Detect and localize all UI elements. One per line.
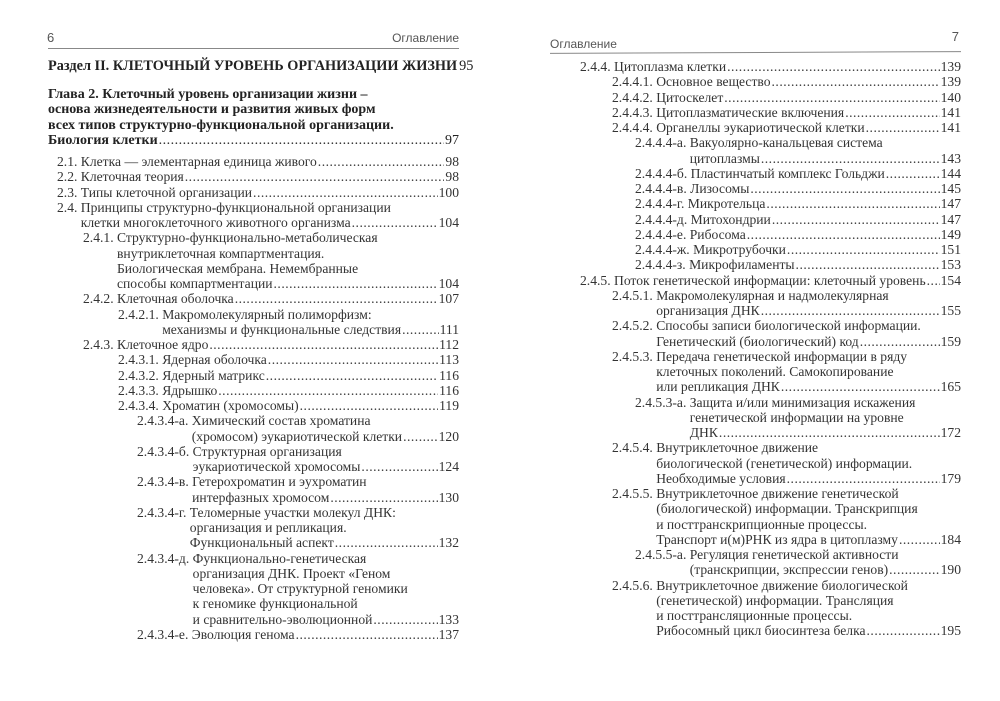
entry-page-number: 144 (940, 165, 961, 181)
dot-leader (886, 166, 940, 181)
entry-number: 2.4.3.2. (118, 367, 159, 383)
entry-title-line: эукариотической хромосомы (192, 459, 361, 475)
entry-title-line: Типы клеточной организации (80, 184, 253, 200)
entry-number: 2.4.5.4. (612, 440, 653, 456)
entry-title-line: (генетической) информации. Трансляция (656, 592, 894, 608)
entry-page-number: 190 (940, 562, 961, 578)
entry-page-number: 141 (940, 120, 961, 135)
page-number: 7 (951, 29, 959, 44)
entry-page-number: 112 (439, 337, 459, 353)
entry-title-line: Структурная организация (192, 443, 342, 459)
entry-title-line: Принципы структурно-функциональной организации (80, 199, 391, 215)
entry-page-number: 155 (940, 303, 961, 318)
entry-title-line: Клетка — элементарная единица живого (80, 154, 317, 170)
entry-page-number: 154 (940, 272, 961, 288)
entry-number: 2.4.4.2. (612, 89, 653, 105)
entry-title-line: (биологической) информации. Транскрипция (656, 501, 918, 517)
entry-title-line: Внутриклеточное движение биологической (656, 577, 908, 593)
entry-title-line: Макромолекулярная и надмолекулярная (656, 287, 889, 303)
toc-entry (48, 368, 459, 383)
toc-entry (550, 440, 961, 486)
entry-number: 2.4.5. (580, 272, 611, 288)
dot-leader (781, 379, 940, 394)
entry-title-line: способы компартментации (117, 276, 273, 292)
entry-number: 2.4.5.5-а. (635, 547, 687, 562)
entry-number: 2.4.4.4-г. (635, 196, 685, 212)
entry-title-line: клетки многоклеточного животного организма (80, 215, 351, 231)
entry-title-line: Необходимые условия (656, 470, 786, 486)
entry-number: 2.4.4.4-е. (635, 226, 687, 242)
entry-number: 2.4. (57, 199, 78, 215)
dot-leader (724, 90, 939, 105)
dot-leader (860, 334, 940, 349)
entry-page-number: 147 (940, 196, 961, 212)
entry-number: 2.4.5.6. (612, 577, 653, 593)
entry-title-line: Ядерная оболочка (162, 352, 267, 368)
table-of-contents (550, 59, 961, 639)
entry-page-number: 139 (940, 74, 961, 90)
entry-number: 2.4.4.4-б. (635, 165, 688, 181)
entry-title-line: Биология клетки (48, 132, 158, 148)
entry-number: 2.3. (57, 184, 78, 200)
entry-title-line: Основное вещество (656, 74, 771, 90)
dot-leader (750, 181, 939, 196)
dot-leader (209, 337, 438, 352)
entry-number: 2.4.4.4-в. (635, 181, 687, 196)
dot-leader (747, 227, 940, 242)
entry-title-line: Лизосомы (690, 181, 750, 196)
dot-leader (318, 154, 445, 169)
page-number: 6 (47, 30, 55, 45)
entry-number: 2.4.3.4-д. (137, 550, 190, 566)
toc-entry (550, 90, 961, 105)
toc-entry (48, 413, 459, 444)
toc-entry (550, 59, 961, 74)
dot-leader (867, 623, 940, 638)
toc-entry (550, 578, 961, 639)
dot-leader (796, 257, 940, 272)
entry-page-number: 104 (438, 276, 459, 292)
entry-title-line: клеточных поколений. Самокопирование (656, 364, 894, 379)
entry-page-number: 130 (438, 489, 459, 505)
toc-entry (550, 318, 961, 349)
dot-leader (274, 276, 438, 291)
entry-title-line: или репликация ДНК (656, 379, 780, 395)
entry-title-line: Внутриклеточное движение генетической (656, 486, 899, 501)
entry-title-line: Генетический (биологический) код (656, 333, 859, 349)
toc-entry (48, 200, 459, 231)
table-of-contents (48, 58, 474, 642)
entry-page-number: 147 (940, 211, 961, 227)
entry-title-line: Рибосома (689, 226, 746, 242)
toc-entry (550, 181, 961, 196)
dot-leader (866, 120, 940, 135)
toc-entry (48, 551, 459, 627)
entry-page-number: 113 (439, 352, 459, 368)
entry-title-line: Химический состав хроматина (191, 413, 371, 429)
entry-page-number: 97 (445, 132, 459, 148)
toc-entry (550, 196, 961, 211)
entry-number: 2.4.4.1. (612, 74, 653, 90)
dot-leader (761, 151, 940, 166)
toc-entry (48, 398, 459, 413)
entry-title-line: Передача генетической информации в ряду (656, 348, 908, 364)
left-page (47, 0, 474, 701)
toc-entry (550, 395, 961, 441)
entry-page-number: 149 (940, 226, 961, 242)
entry-title-line: Ядерный матрикс (162, 367, 265, 383)
toc-entry (550, 349, 961, 395)
entry-title-line: и посттрансляционные процессы. (656, 608, 853, 623)
entry-title-line: Микрофиламенты (689, 257, 795, 273)
header-rule (550, 51, 961, 54)
toc-entry (48, 352, 459, 367)
entry-title-line: Клеточная оболочка (117, 291, 234, 307)
entry-page-number: 111 (439, 321, 459, 337)
entry-number: 2.4.3.4-е. (137, 626, 189, 642)
entry-page-number: 120 (438, 428, 459, 444)
toc-chapter (48, 87, 459, 148)
entry-page-number: 145 (940, 181, 961, 196)
dot-leader (373, 612, 437, 627)
entry-title-line: Теломерные участки молекул ДНК: (189, 504, 396, 520)
dot-leader (330, 490, 437, 505)
entry-title-line: организация ДНК. Проект «Геном (192, 565, 391, 581)
entry-number: 2.4.3.4-а. (137, 413, 189, 429)
entry-title-line: Хроматин (хромосомы) (162, 398, 299, 414)
entry-title-line: Структурно-функционально-метаболическая (117, 230, 378, 246)
entry-number: 2.4.2.1. (118, 306, 159, 322)
entry-title-line: Клеточное ядро (117, 337, 209, 353)
entry-page-number: 124 (438, 459, 459, 475)
dot-leader (185, 169, 445, 184)
dot-leader (266, 368, 438, 383)
entry-title-line: Функциональный аспект (189, 535, 334, 551)
running-title: Оглавление (392, 31, 459, 45)
entry-title-line: Поток генетической информации: клеточный уровень (614, 272, 926, 288)
dot-leader (761, 303, 940, 318)
toc-entry (48, 505, 459, 551)
entry-title-line: Макромолекулярный полиморфизм: (162, 306, 372, 322)
toc-entry (48, 291, 459, 306)
entry-number: 2.4.5.5. (612, 486, 653, 501)
entry-title-line: интерфазных хромосом (192, 489, 330, 505)
entry-page-number: 107 (438, 291, 459, 307)
entry-title-line: основа жизнедеятельности и развития живых форм (48, 102, 376, 118)
entry-title-line: Раздел II. КЛЕТОЧНЫЙ УРОВЕНЬ ОРГАНИЗАЦИИ ЖИЗНИ (48, 58, 458, 74)
entry-title-line: к геномике функциональной (192, 596, 358, 612)
entry-page-number: 184 (940, 531, 961, 547)
entry-number: 2.4.3.1. (118, 352, 159, 368)
entry-page-number: 153 (940, 257, 961, 273)
entry-page-number: 140 (940, 89, 961, 105)
toc-entry (550, 120, 961, 135)
dot-leader (766, 196, 939, 211)
entry-number: 2.4.4.4-ж. (635, 242, 690, 257)
entry-number: 2.4.3. (83, 337, 114, 353)
dot-leader (268, 352, 438, 367)
running-title: Оглавление (550, 37, 617, 51)
entry-page-number: 116 (439, 382, 459, 398)
toc-entry (48, 169, 459, 184)
entry-number: 2.4.2. (83, 291, 114, 307)
entry-title-line: Биологическая мембрана. Немембранные (117, 260, 359, 276)
toc-entry (550, 135, 961, 166)
dot-leader (927, 273, 940, 288)
dot-leader (719, 425, 940, 440)
entry-page-number: 119 (439, 398, 459, 414)
dot-leader (402, 322, 439, 337)
entry-title-line: Митохондрии (690, 211, 771, 227)
toc-entry (48, 307, 459, 338)
entry-number: 2.2. (57, 169, 78, 185)
entry-title-line: Регуляция генетической активности (689, 547, 899, 562)
entry-title-line: Транспорт и(м)РНК из ядра в цитоплазму (656, 531, 898, 547)
entry-title-line: и посттранскрипционные процессы. (656, 516, 868, 532)
entry-page-number: 151 (940, 242, 961, 257)
entry-number: 2.4.4.4-д. (635, 211, 688, 227)
entry-title-line: (хромосом) эукариотической клетки (191, 428, 403, 444)
entry-page-number: 159 (940, 333, 961, 349)
entry-title-line: всех типов структурно-функциональной организации. (48, 117, 394, 133)
dot-leader (253, 185, 438, 200)
entry-title-line: и сравнительно-эволюционной (192, 611, 373, 627)
dot-leader (235, 291, 438, 306)
dot-leader (772, 74, 940, 89)
entry-title-line: ДНК (689, 425, 718, 440)
toc-entry (550, 74, 961, 89)
toc-entry (48, 185, 459, 200)
entry-title-line: Органеллы эукариотической клетки (656, 120, 865, 135)
entry-page-number: 172 (940, 425, 961, 440)
entry-number: 2.4.4.3. (612, 104, 653, 120)
entry-number: 2.4.4.4. (612, 120, 653, 135)
toc-entry (48, 444, 459, 475)
entry-title-line: механизмы и функциональные следствия (162, 321, 402, 337)
dot-leader (296, 627, 438, 642)
entry-page-number: 95 (459, 58, 474, 74)
entry-number: 2.4.5.3-а. (635, 394, 687, 410)
toc-entry (48, 337, 459, 352)
dot-leader (727, 59, 940, 74)
entry-title-line: Эволюция генома (191, 626, 295, 642)
entry-page-number: 116 (439, 367, 459, 383)
toc-entry (48, 383, 459, 398)
entry-number: 2.4.5.1. (612, 287, 653, 303)
entry-page-number: 141 (940, 104, 961, 120)
toc-entry (550, 105, 961, 120)
entry-number: 2.4.3.4-г. (137, 504, 187, 520)
entry-page-number: 139 (940, 59, 961, 74)
right-page (550, 0, 961, 701)
entry-number: 2.4.4.4-з. (635, 257, 686, 273)
entry-title-line: биологической (генетической) информации. (656, 455, 913, 471)
toc-entry (550, 288, 961, 319)
dot-leader (361, 459, 437, 474)
toc-entry (48, 154, 459, 169)
toc-entry (550, 212, 961, 227)
entry-page-number: 165 (940, 379, 961, 395)
dot-leader (159, 133, 444, 148)
entry-number: 2.4.5.2. (612, 318, 653, 334)
toc-entry (550, 486, 961, 547)
entry-title-line: Цитоплазматические включения (656, 104, 845, 120)
entry-title-line: внутриклеточная компартментация. (117, 245, 325, 261)
entry-page-number: 137 (438, 626, 459, 642)
dot-leader (300, 398, 438, 413)
entry-title-line: Ядрышко (162, 382, 218, 398)
dot-leader (403, 429, 438, 444)
dot-leader (787, 471, 940, 486)
entry-number: 2.4.1. (83, 230, 114, 246)
entry-number: 2.4.3.3. (118, 382, 159, 398)
dot-leader (899, 532, 940, 547)
dot-leader (352, 215, 438, 230)
entry-title-line: генетической информации на уровне (689, 409, 904, 425)
header-rule (48, 48, 459, 49)
toc-entry (550, 273, 961, 288)
entry-title-line: (транскрипции, экспрессии генов) (689, 562, 889, 578)
dot-leader (772, 212, 940, 227)
entry-title-line: Клеточная теория (80, 169, 184, 185)
entry-title-line: Способы записи биологической информации. (656, 318, 921, 334)
entry-page-number: 98 (445, 154, 459, 170)
toc-entry (550, 242, 961, 257)
entry-title-line: Цитоплазма клетки (614, 59, 727, 74)
entry-title-line: организация и репликация. (189, 520, 347, 536)
toc-entry (550, 166, 961, 181)
toc-entry (48, 627, 459, 642)
entry-page-number: 133 (438, 611, 459, 627)
toc-entry (550, 257, 961, 272)
entry-page-number: 98 (445, 169, 459, 185)
entry-page-number: 143 (940, 150, 961, 166)
entry-title-line: цитоплазмы (689, 150, 760, 166)
entry-title-line: Гетерохроматин и эухроматин (192, 474, 367, 490)
entry-title-line: Глава 2. Клеточный уровень организации жизни – (48, 87, 368, 103)
toc-section (48, 58, 474, 74)
toc-entry (48, 230, 459, 291)
entry-title-line: Микротельца (687, 196, 766, 212)
dot-leader (889, 562, 939, 577)
dot-leader (218, 383, 438, 398)
entry-number: 2.4.4. (580, 59, 611, 74)
entry-title-line: организация ДНК (656, 303, 760, 318)
entry-title-line: Рибосомный цикл биосинтеза белка (656, 623, 866, 639)
entry-page-number: 132 (438, 535, 459, 551)
toc-entry (48, 474, 459, 505)
dot-leader (845, 105, 939, 120)
entry-number: 2.4.4.4-а. (635, 135, 687, 151)
entry-number: 2.4.3.4. (118, 398, 159, 414)
entry-title-line: Пластинчатый комплекс Гольджи (690, 165, 885, 181)
entry-title-line: Защита и/или минимизация искажения (689, 394, 916, 410)
entry-title-line: Вакуолярно-канальцевая система (689, 135, 883, 151)
entry-number: 2.4.3.4-б. (137, 443, 190, 459)
entry-page-number: 195 (940, 623, 961, 639)
entry-title-line: Внутриклеточное движение (656, 440, 819, 456)
entry-title-line: человека». От структурной геномики (192, 581, 408, 597)
entry-number: 2.1. (57, 154, 78, 170)
dot-leader (335, 535, 438, 550)
entry-page-number: 104 (438, 215, 459, 231)
toc-entry (550, 227, 961, 242)
entry-number: 2.4.5.3. (612, 348, 653, 364)
entry-number: 2.4.3.4-в. (137, 474, 189, 490)
toc-entry (550, 547, 961, 578)
dot-leader (787, 242, 940, 257)
entry-page-number: 179 (940, 470, 961, 486)
entry-title-line: Микротрубочки (693, 242, 786, 257)
entry-title-line: Функционально-генетическая (192, 550, 367, 566)
entry-title-line: Цитоскелет (656, 89, 724, 105)
entry-page-number: 100 (438, 184, 459, 200)
